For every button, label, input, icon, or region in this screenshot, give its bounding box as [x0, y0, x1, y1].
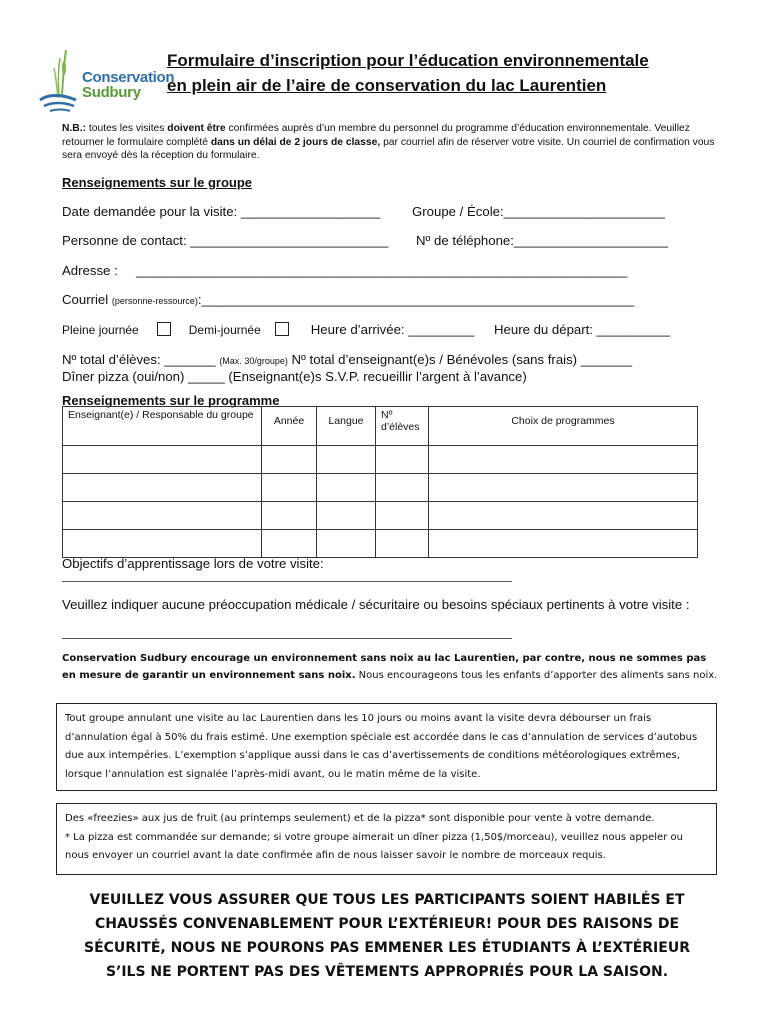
full-day-label: Pleine journée — [62, 323, 139, 337]
objectives-label: Objectifs d’apprentissage lors de votre visite: — [62, 556, 324, 571]
medical-line[interactable] — [62, 638, 512, 639]
address-line: ___________________________________________________________________ — [136, 263, 628, 278]
medical-label: Veuillez indiquer aucune préoccupation médicale / sécuritaire ou besoins spéciaux pertinents à votre visite : — [62, 597, 690, 612]
nb-text-2: confirmées auprès d’un membre du personnel du programme d’éducation environnementale. Veuillez retourner le formulaire complété — [62, 123, 690, 148]
program-table — [62, 406, 698, 558]
email-line: :___________________________________________________________ — [197, 292, 635, 307]
half-day-checkbox[interactable] — [275, 322, 289, 336]
cancellation-box — [56, 703, 717, 791]
contact-label: Personne de contact: ___________________________ — [62, 233, 389, 248]
email-small-label: (personne-ressource) — [111, 296, 198, 306]
attire-warning: VEUILLEZ VOUS ASSURER QUE TOUS LES PARTICIPANTS SOIENT HABILÉS ET CHAUSSÉS CONVENABLEMENT POUR L’EXTÉRIEUR! POUR DES RAISONS DE SÉCURITÉ, NOUS NE POURONS PAS EMMENER LES ÉTUDIANTS À L’EXTÉRIEUR S’ILS NE PORTENT PAS DES VÊTEMENTS APPROPRIÉS POUR LA SAISON. — [84, 892, 690, 980]
table-row — [63, 502, 698, 530]
food-line-2: * La pizza est commandée sur demande; si votre groupe aimerait un dîner pizza (1,50$/morceau), veuillez nous appeler ou nous envoyer un courriel avant la date confirmée afin de nous laisser savoir le nombre de morceaux requis. — [65, 831, 683, 861]
school-label: Groupe / École:______________________ — [412, 204, 665, 219]
nut-policy — [62, 650, 722, 684]
arrival-field[interactable]: Heure d’arrivée: _________ — [310, 322, 475, 337]
title-line-2: en plein air de l’aire de conservation du lac Laurentien — [167, 76, 607, 95]
school-field[interactable] — [412, 204, 665, 219]
cancellation-text: Tout groupe annulant une visite au lac Laurentien dans les 10 jours ou moins avant la visite devra débourser un frais d’annulation égal à 50% du frais estimé. Une exemption spéciale est accordée dans le cas d’annulation de services d’autobus due aux intempéries. L’exemption s’applique aussi dans le cas d’avertissements de conditions météorologiques extrêmes, lorsque l’annulation est signalée l’après-midi avant, ou le matin même de la visite. — [65, 713, 698, 780]
email-field[interactable] — [62, 292, 634, 307]
page-title — [167, 48, 727, 98]
students-field[interactable] — [62, 352, 632, 367]
students-label: Nº total d’élèves: _______ — [62, 352, 220, 367]
address-label: Adresse : — [62, 263, 118, 278]
pizza-field[interactable]: Dîner pizza (oui/non) _____ (Enseignant(e)s S.V.P. recueillir l’argent à l’avance) — [62, 369, 527, 384]
col-year: Année — [262, 407, 317, 446]
nb-text-3: par courriel afin de réserver votre visite. Un courriel de confirmation vous sera envoyé dès la réception du formulaire. — [62, 136, 715, 161]
nut-policy-bold: Conservation Sudbury encourage un environnement sans noix au lac Laurentien, par contre, nous ne sommes pas en mesure de garantir un environnement sans noix. — [62, 653, 707, 681]
col-language: Langue — [317, 407, 376, 446]
half-day-label: Demi-journée — [188, 323, 261, 337]
full-day-checkbox[interactable] — [157, 322, 171, 336]
nb-bold-1: doivent être — [167, 123, 226, 134]
table-row — [63, 530, 698, 558]
group-heading: Renseignements sur le groupe — [62, 175, 252, 190]
date-field[interactable] — [62, 204, 380, 219]
conservation-sudbury-logo — [36, 48, 175, 118]
students-max-note: (Max. 30/groupe) — [219, 356, 288, 366]
phone-field[interactable] — [416, 233, 668, 248]
col-teacher: Enseignant(e) / Responsable du groupe — [63, 407, 262, 446]
nb-label: N.B.: — [62, 123, 87, 134]
objectives-line[interactable] — [62, 581, 512, 582]
email-label: Courriel — [62, 292, 112, 307]
contact-field[interactable] — [62, 233, 388, 248]
food-line-1: Des «freezies» aux jus de fruit (au printemps seulement) et de la pizza* sont disponible pour vente à votre demande. — [65, 813, 655, 824]
nb-note — [62, 122, 722, 163]
nb-bold-2: dans un délai de 2 jours de classe, — [210, 136, 381, 148]
logo-word-2: Sudbury — [82, 84, 141, 101]
food-box — [56, 803, 717, 875]
table-row — [63, 474, 698, 502]
address-field[interactable] — [62, 263, 118, 278]
phone-label: Nº de téléphone:_____________________ — [416, 233, 668, 248]
col-programs: Choix de programmes — [429, 407, 698, 446]
program-heading: Renseignements sur le programme — [62, 393, 280, 408]
teachers-label: Nº total d’enseignant(e)s / Bénévoles (sans frais) _______ — [287, 352, 633, 367]
day-options — [62, 322, 474, 337]
departure-field[interactable]: Heure du départ: __________ — [494, 322, 670, 337]
table-header-row — [63, 407, 698, 446]
cattail-water-icon — [36, 48, 86, 118]
logo-word-1: Conservation — [82, 69, 175, 86]
table-row — [63, 446, 698, 474]
col-students: Nº d’élèves — [376, 407, 429, 446]
nut-policy-rest: Nous encourageons tous les enfants d’apporter des aliments sans noix. — [355, 670, 718, 681]
title-line-1: Formulaire d’inscription pour l’éducation environnementale — [167, 51, 649, 70]
nb-text-1: toutes les visites — [86, 123, 168, 134]
date-label: Date demandée pour la visite: ___________________ — [62, 204, 381, 219]
